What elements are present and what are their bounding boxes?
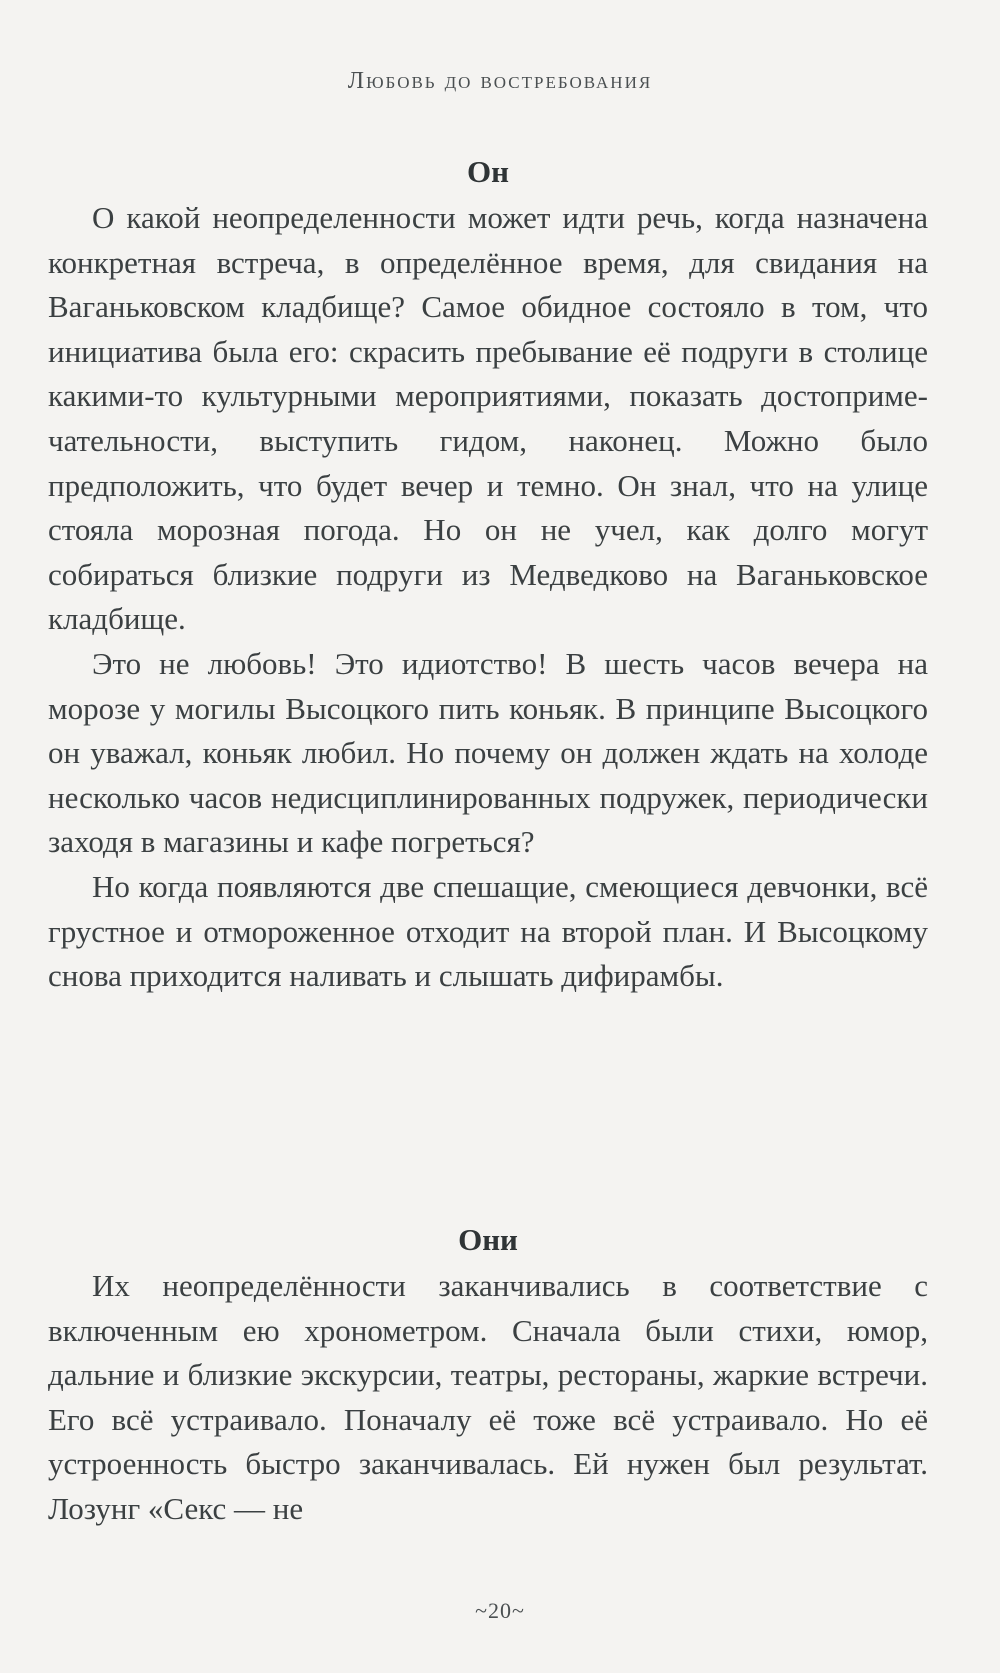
section-oni: [48, 1218, 928, 1532]
section-title: Он: [467, 154, 509, 189]
section-on: [48, 150, 928, 999]
paragraph: Это не любовь! Это идиотство! В шесть часов вечера на морозе у могилы Высоцкого пить коньяк. В принципе Высоцкого он уважал, коньяк любил. Но почему он должен ждать на холоде несколько часов недисциплинированных подружек, периодически заходя в магазины и кафе погреться?: [48, 645, 928, 860]
running-head: Любовь до востребования: [347, 68, 653, 94]
section-title: Они: [458, 1222, 518, 1257]
page-number: ~20~: [475, 1598, 525, 1623]
paragraph: Но когда появляются две спешащие, смеющиеся девчонки, всё грустное и отмороженное отходит на второй план. И Высоцкому снова приходится наливать и слышать дифирамбы.: [48, 868, 928, 994]
paragraph: О какой неопределенности может идти речь, когда назначена конкретная встреча, в определённое время, для свидания на Ваганьковском кладбище? Самое обидное состояло в том, что инициатива была его: скрасить пребывание её подруги в столице какими-то культурными мероприятиями, показать достопримечательности, выступить гидом, наконец. Можно было предположить, что будет вечер и темно. Он знал, что на улице стояла морозная погода. Но он не учел, как долго могут собираться близкие подруги из Медведково на Ваганьковское кладбище.: [48, 200, 928, 637]
paragraph: Их неопределённости заканчивались в соответствие с включенным ею хронометром. Сначала были стихи, юмор, дальние и близкие экскурсии, театры, рестораны, жаркие встречи. Его всё устраивало. Поначалу её тоже всё устраивало. Но её устроенность быстро заканчивалась. Ей нужен был результат. Лозунг «Секс — не: [48, 1268, 928, 1526]
